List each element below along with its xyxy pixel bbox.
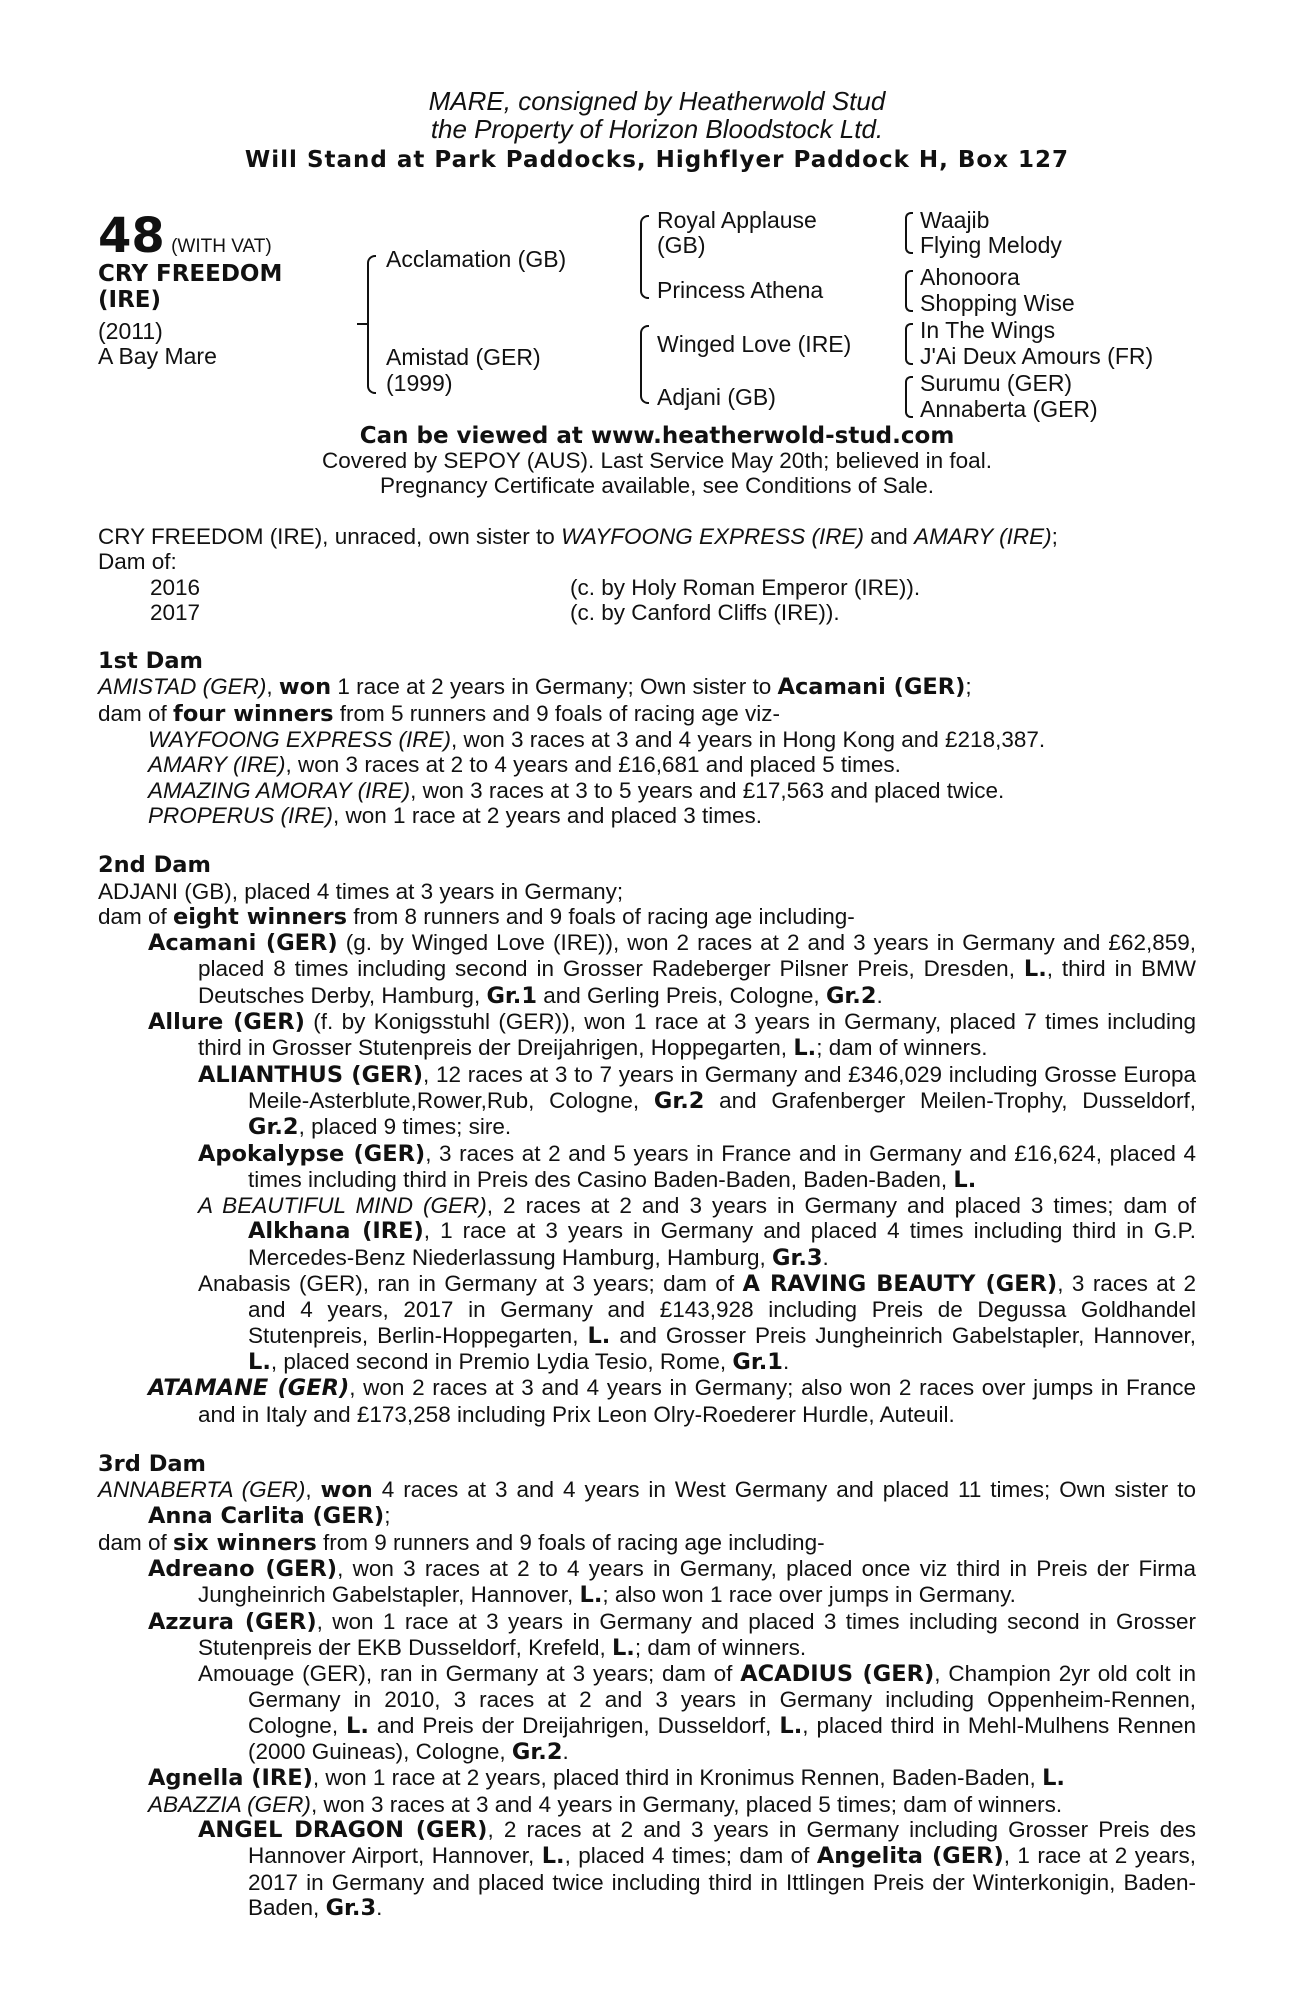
lot-number: 48 — [98, 208, 165, 264]
pedigree-brace-dam — [640, 325, 649, 404]
runner-entry: A BEAUTIFUL MIND (GER), 2 races at 2 and 3 years in Germany and placed 3 times; dam of Alkhana (IRE), 1 race at 3 years in Germany and placed 4 times including third in G.P. Mercedes-Benz Niederlassung Hamburg, Hamburg, Gr.3. — [198, 1193, 1196, 1271]
dam-of-label: Dam of: — [98, 549, 177, 575]
pedigree-dam-year: (1999) — [386, 370, 453, 396]
runner-entry: AMAZING AMORAY (IRE), won 3 races at 3 to 5 years and £17,563 and placed twice. — [148, 777, 1005, 803]
runner-entry: Amouage (GER), ran in Germany at 3 years; dam of ACADIUS (GER), Champion 2yr old colt in Germany in 2010, 3 races at 2 and 3 years in Germany including Oppenheim-Rennen, Cologne, L. and Preis der Dreijahrigen, Dusseldorf, L., placed third in Mehl-Mulhens Rennen (2000 Guineas), Cologne, Gr.2. — [198, 1661, 1197, 1766]
pedigree-brace-1 — [905, 212, 913, 254]
pedigree-g-3: Ahonoora — [920, 264, 1020, 290]
pedigree-sire-sire-suffix: (GB) — [657, 232, 706, 258]
lot-number-line — [98, 210, 272, 262]
horse-description: A Bay Mare — [98, 343, 217, 369]
catalogue-body — [98, 524, 1196, 1921]
vat-note: (WITH VAT) — [171, 236, 272, 257]
runner-entry: AMARY (IRE), won 3 races at 2 to 4 years and £16,681 and placed 5 times. — [148, 752, 901, 778]
first-dam-line: AMISTAD (GER), won 1 race at 2 years in Germany; Own sister to Acamani (GER); — [98, 674, 972, 701]
header-property: the Property of Horizon Bloodstock Ltd. — [430, 114, 884, 144]
pedigree-sire-sire: Royal Applause — [657, 207, 817, 233]
pedigree-g-7: Surumu (GER) — [920, 370, 1073, 396]
pedigree-dam-dam: Adjani (GB) — [657, 384, 776, 410]
runner-entry: Azzura (GER), won 1 race at 3 years in Germany and placed 3 times including second in Grosser Stutenpreis der EKB Dusseldorf, Krefeld, L.; dam of winners. — [148, 1608, 1197, 1661]
pedigree-brace-4 — [905, 376, 913, 418]
runner-entry: ABAZZIA (GER), won 3 races at 3 and 4 years in Germany, placed 5 times; dam of winners. — [148, 1791, 1063, 1817]
first-dam-heading: 1st Dam — [98, 648, 203, 675]
covered-note: Covered by SEPOY (AUS). Last Service May 20th; believed in foal. — [322, 448, 992, 473]
produce-row: 2017 (c. by Canford Cliffs (IRE)). — [150, 599, 840, 625]
runner-entry: PROPERUS (IRE), won 1 race at 2 years and placed 3 times. — [148, 802, 763, 828]
pedigree-brace-3 — [905, 323, 913, 365]
horse-suffix: (IRE) — [98, 287, 162, 313]
third-dam-heading: 3rd Dam — [98, 1450, 206, 1477]
runner-entry: WAYFOONG EXPRESS (IRE), won 3 races at 3 and 4 years in Hong Kong and £218,387. — [148, 727, 1046, 753]
runner-entry: Acamani (GER) (g. by Winged Love (IRE)), won 2 races at 2 and 3 years in Germany and £62,859, placed 8 times including second in Grosser Radeberger Pilsner Preis, Dresden, L., third in BMW Deutsches Derby, Hamburg, Gr.1 and Gerling Preis, Cologne, Gr.2. — [148, 930, 1196, 1009]
runner-entry: Agnella (IRE), won 1 race at 2 years, placed third in Kronimus Rennen, Baden-Baden, L. — [148, 1765, 1065, 1792]
pedigree-g-8: Annaberta (GER) — [920, 396, 1098, 422]
pedigree-brace-main — [367, 255, 376, 394]
runner-entry: ANGEL DRAGON (GER), 2 races at 2 and 3 years in Germany including Grosser Preis des Hannover Airport, Hannover, L., placed 4 times; dam of Angelita (GER), 1 race at 2 years, 2017 in Germany and placed twice including third in Ittlingen Preis der Winterkonigin, Baden-Baden, Gr.3. — [198, 1816, 1196, 1921]
second-dam-line: ADJANI (GB), placed 4 times at 3 years in Germany; — [98, 878, 624, 904]
runner-entry: ALIANTHUS (GER), 12 races at 3 to 7 years in Germany and £346,029 including Grosse Europa Meile-Asterblute,Rower,Rub, Cologne, Gr.2 and Grafenberger Meilen-Trophy, Dusseldorf, Gr.2, placed 9 times; sire. — [198, 1061, 1196, 1141]
pedigree-dam: Amistad (GER) — [386, 344, 541, 370]
pedigree-g-4: Shopping Wise — [920, 290, 1075, 316]
viewing-website: Can be viewed at www.heatherwold-stud.com — [359, 423, 955, 449]
horse-name: CRY FREEDOM — [98, 261, 283, 287]
produce-row: 2016 (c. by Holy Roman Emperor (IRE)). — [150, 574, 921, 600]
pedigree-sire: Acclamation (GB) — [386, 246, 567, 272]
pedigree-sire-dam: Princess Athena — [657, 277, 824, 303]
runner-entry: ATAMANE (GER), won 2 races at 3 and 4 years in Germany; also won 2 races over jumps in France and in Italy and £173,258 including Prix Leon Olry-Roederer Hurdle, Auteuil. — [148, 1375, 1197, 1427]
second-dam-produce: dam of eight winners from 8 runners and 9 foals of racing age including- — [98, 903, 855, 930]
pedigree-dam-sire: Winged Love (IRE) — [657, 331, 852, 357]
third-dam-produce: dam of six winners from 9 runners and 9 foals of racing age including- — [98, 1529, 825, 1556]
pedigree-g-1: Waajib — [920, 207, 990, 233]
intro-line: CRY FREEDOM (IRE), unraced, own sister to WAYFOONG EXPRESS (IRE) and AMARY (IRE); — [98, 524, 1058, 549]
third-dam-line: ANNABERTA (GER), won 4 races at 3 and 4 years in West Germany and placed 11 times; Own sister to Anna Carlita (GER); — [98, 1477, 1196, 1530]
header-location: Will Stand at Park Paddocks, Highflyer Paddock H, Box 127 — [244, 147, 1070, 173]
pedigree-g-5: In The Wings — [920, 317, 1056, 343]
pedigree-g-2: Flying Melody — [920, 232, 1062, 258]
runner-entry: Adreano (GER), won 3 races at 2 to 4 years in Germany, placed once viz third in Preis der Firma Jungheinrich Gabelstapler, Hannover, L.; also won 1 race over jumps in Germany. — [148, 1555, 1196, 1609]
foaling-year: (2011) — [98, 318, 163, 344]
pregnancy-certificate: Pregnancy Certificate available, see Conditions of Sale. — [379, 473, 935, 498]
runner-entry: Apokalypse (GER), 3 races at 2 and 5 years in France and in Germany and £16,624, placed 4 times including third in Preis des Casino Baden-Baden, Baden-Baden, L. — [198, 1140, 1197, 1193]
runner-entry: Anabasis (GER), ran in Germany at 3 years; dam of A RAVING BEAUTY (GER), 3 races at 2 and 4 years, 2017 in Germany and £143,928 including Preis de Degussa Goldhandel Stutenpreis, Berlin-Hoppegarten, L. and Grosser Preis Jungheinrich Gabelstapler, Hannover, L., placed second in Premio Lydia Tesio, Rome, Gr.1. — [198, 1271, 1196, 1375]
pedigree-brace-sire — [640, 215, 649, 299]
pedigree-brace-2 — [905, 270, 913, 312]
header-consignor: MARE, consigned by Heatherwold Stud — [428, 86, 886, 116]
first-dam-produce: dam of four winners from 5 runners and 9 foals of racing age viz- — [98, 700, 781, 727]
runner-entry: Allure (GER) (f. by Konigsstuhl (GER)), won 1 race at 3 years in Germany, placed 7 times including third in Grosser Stutenpreis der Dreijahrigen, Hoppegarten, L.; dam of winners. — [148, 1009, 1197, 1062]
pedigree-g-6: J'Ai Deux Amours (FR) — [920, 343, 1154, 369]
second-dam-heading: 2nd Dam — [98, 852, 211, 879]
